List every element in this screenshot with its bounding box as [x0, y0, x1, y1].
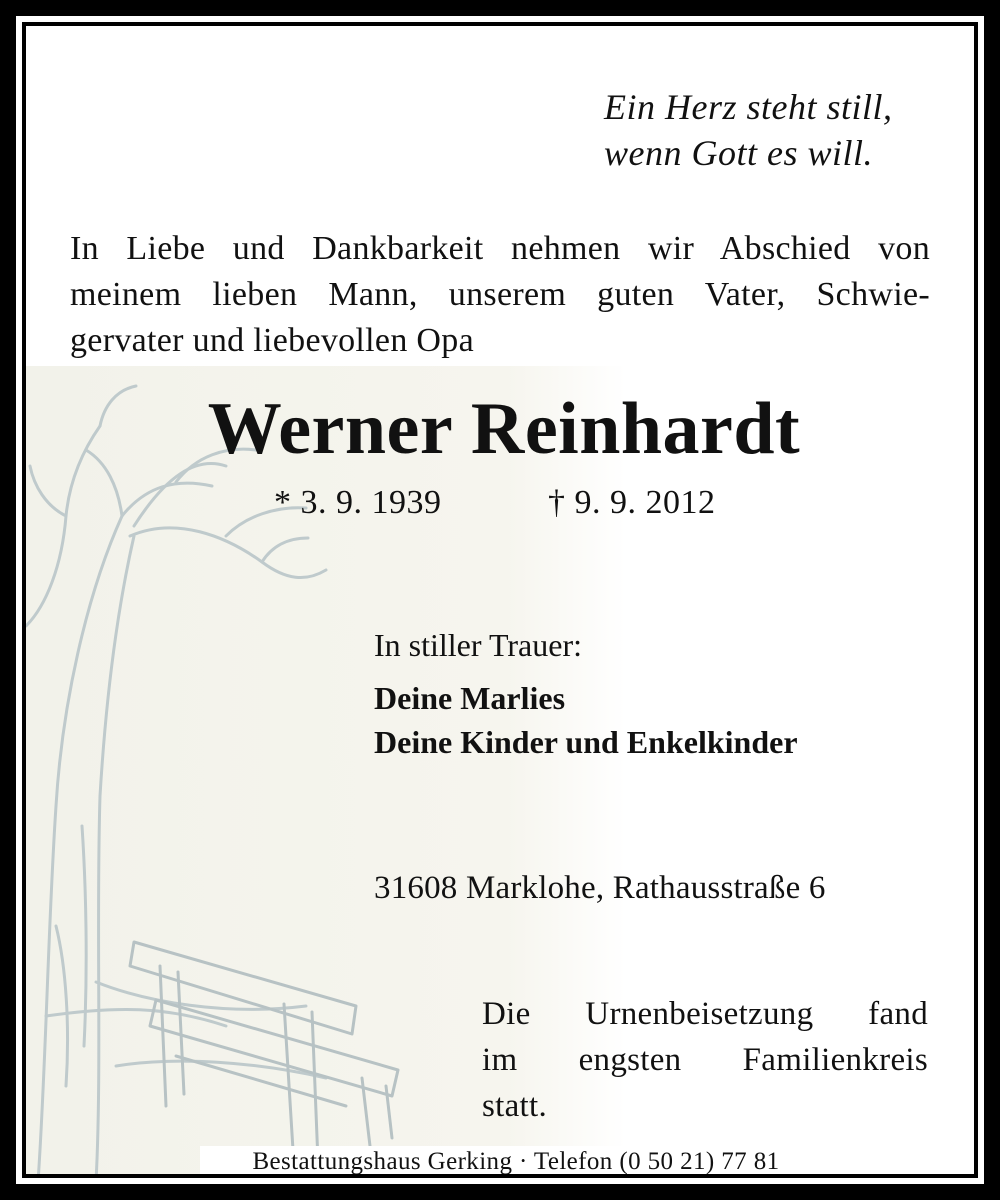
intro-line-3: gervater und liebevollen Opa — [70, 322, 474, 359]
address: 31608 Marklohe, Rathausstraße 6 — [374, 870, 826, 906]
mourning-heading: In stiller Trauer: — [374, 627, 582, 663]
intro-line-2: meinem lieben Mann, unserem guten Vater, Schwie- — [70, 276, 930, 313]
intro-text — [70, 226, 930, 364]
death-date: † 9. 9. 2012 — [548, 484, 716, 521]
notice-line-1: Die Urnenbeisetzung fand — [482, 996, 928, 1032]
notice-line-2: im engsten Familienkreis — [482, 1042, 928, 1078]
notice-line-3: statt. — [482, 1088, 548, 1124]
birth-date: * 3. 9. 1939 — [274, 484, 442, 521]
motto-line-1: Ein Herz steht still, — [604, 87, 893, 127]
intro-line-1: In Liebe und Dankbarkeit nehmen wir Abschied von — [70, 230, 930, 267]
motto — [604, 84, 944, 176]
burial-notice — [482, 991, 928, 1129]
deceased-name: Werner Reinhardt — [207, 388, 801, 470]
motto-line-2: wenn Gott es will. — [604, 133, 873, 173]
funeral-home-footer: Bestattungshaus Gerking · Telefon (0 50 21) 77 81 — [200, 1146, 832, 1178]
mourner-line-2: Deine Kinder und Enkelkinder — [374, 724, 798, 760]
mourner-line-1: Deine Marlies — [374, 680, 566, 716]
obituary-notice — [22, 22, 978, 1178]
